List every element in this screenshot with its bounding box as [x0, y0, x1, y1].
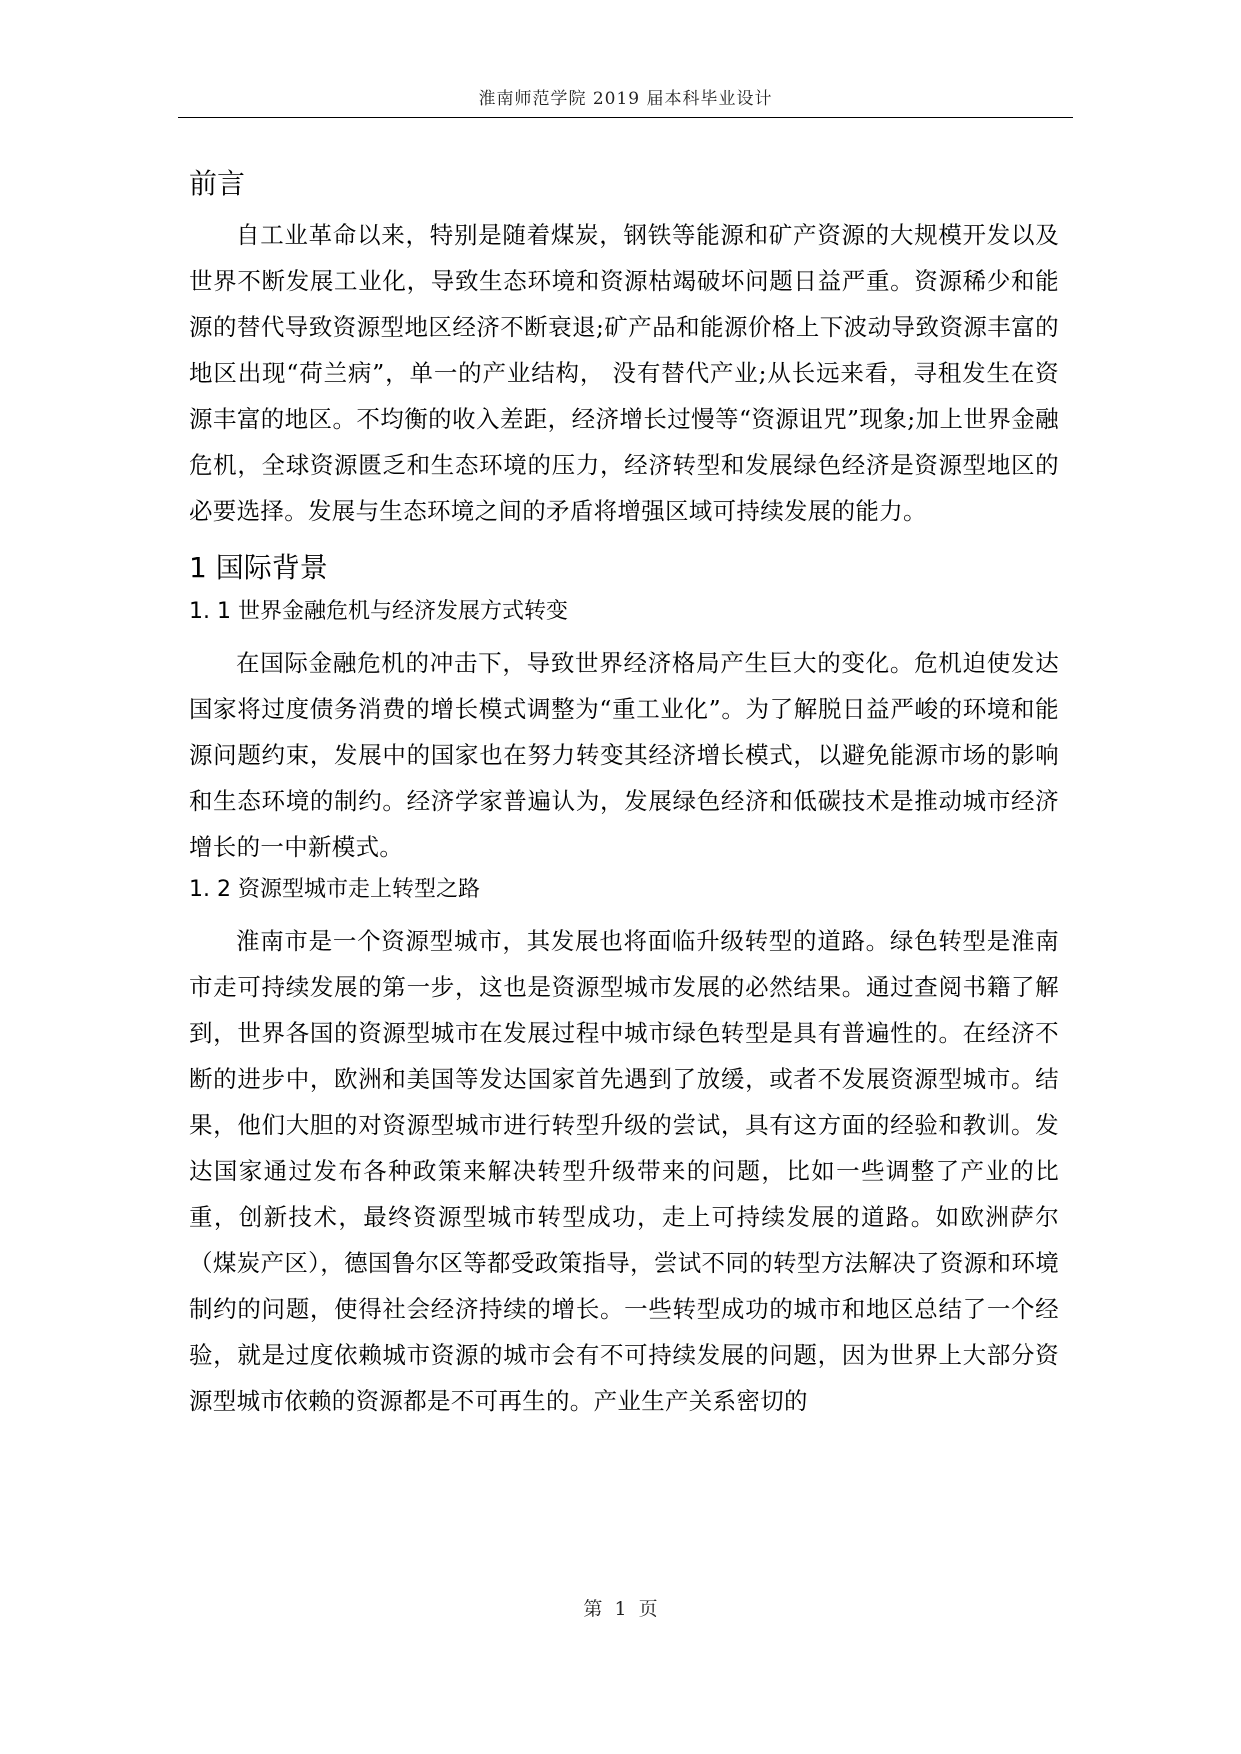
document-body [189, 150, 1059, 1424]
page-header: 淮南师范学院 2019 届本科毕业设计 [478, 89, 773, 109]
subsection-heading-1-1: 1. 1 世界金融危机与经济发展方式转变 [189, 599, 568, 624]
header-divider [178, 117, 1073, 118]
paragraph-preface: 自工业革命以来，特别是随着煤炭，钢铁等能源和矿产资源的大规模开发以及世界不断发展工业化，导致生态环境和资源枯竭破坏问题日益严重。资源稀少和能源的替代导致资源型地区经济不断衰退;矿产品和能源价格上下波动导致资源丰富的地区出现“荷兰病”，单一的产业结构， 没有替代产业;从长远来看，寻租发生在资源丰富的地区。不均衡的收入差距，经济增长过慢等“资源诅咒”现象;加上世界金融危机，全球资源匮乏和生态环境的压力，经济转型和发展绿色经济是资源型地区的必要选择。发展与生态环境之间的矛盾将增强区域可持续发展的能力。 [189, 221, 1059, 525]
page-number: 第 1 页 [583, 1598, 658, 1620]
section-heading-preface: 前言 [189, 167, 246, 200]
paragraph-1-1: 在国际金融危机的冲击下，导致世界经济格局产生巨大的变化。危机迫使发达国家将过度债务消费的增长模式调整为“重工业化”。为了解脱日益严峻的环境和能源问题约束，发展中的国家也在努力转变其经济增长模式，以避免能源市场的影响和生态环境的制约。经济学家普遍认为，发展绿色经济和低碳技术是推动城市经济增长的一中新模式。 [189, 649, 1059, 861]
paragraph-1-2: 淮南市是一个资源型城市，其发展也将面临升级转型的道路。绿色转型是淮南市走可持续发展的第一步，这也是资源型城市发展的必然结果。通过查阅书籍了解到，世界各国的资源型城市在发展过程中城市绿色转型是具有普遍性的。在经济不断的进步中，欧洲和美国等发达国家首先遇到了放缓，或者不发展资源型城市。结果，他们大胆的对资源型城市进行转型升级的尝试，具有这方面的经验和教训。发达国家通过发布各种政策来解决转型升级带来的问题，比如一些调整了产业的比重，创新技术，最终资源型城市转型成功，走上可持续发展的道路。如欧洲萨尔（煤炭产区），德国鲁尔区等都受政策指导，尝试不同的转型方法解决了资源和环境制约的问题，使得社会经济持续的增长。一些转型成功的城市和地区总结了一个经验，就是过度依赖城市资源的城市会有不可持续发展的问题，因为世界上大部分资源型城市依赖的资源都是不可再生的。产业生产关系密切的 [189, 927, 1059, 1415]
subsection-heading-1-2: 1. 2 资源型城市走上转型之路 [189, 877, 480, 902]
section-heading-international-background: 1 国际背景 [189, 551, 328, 584]
